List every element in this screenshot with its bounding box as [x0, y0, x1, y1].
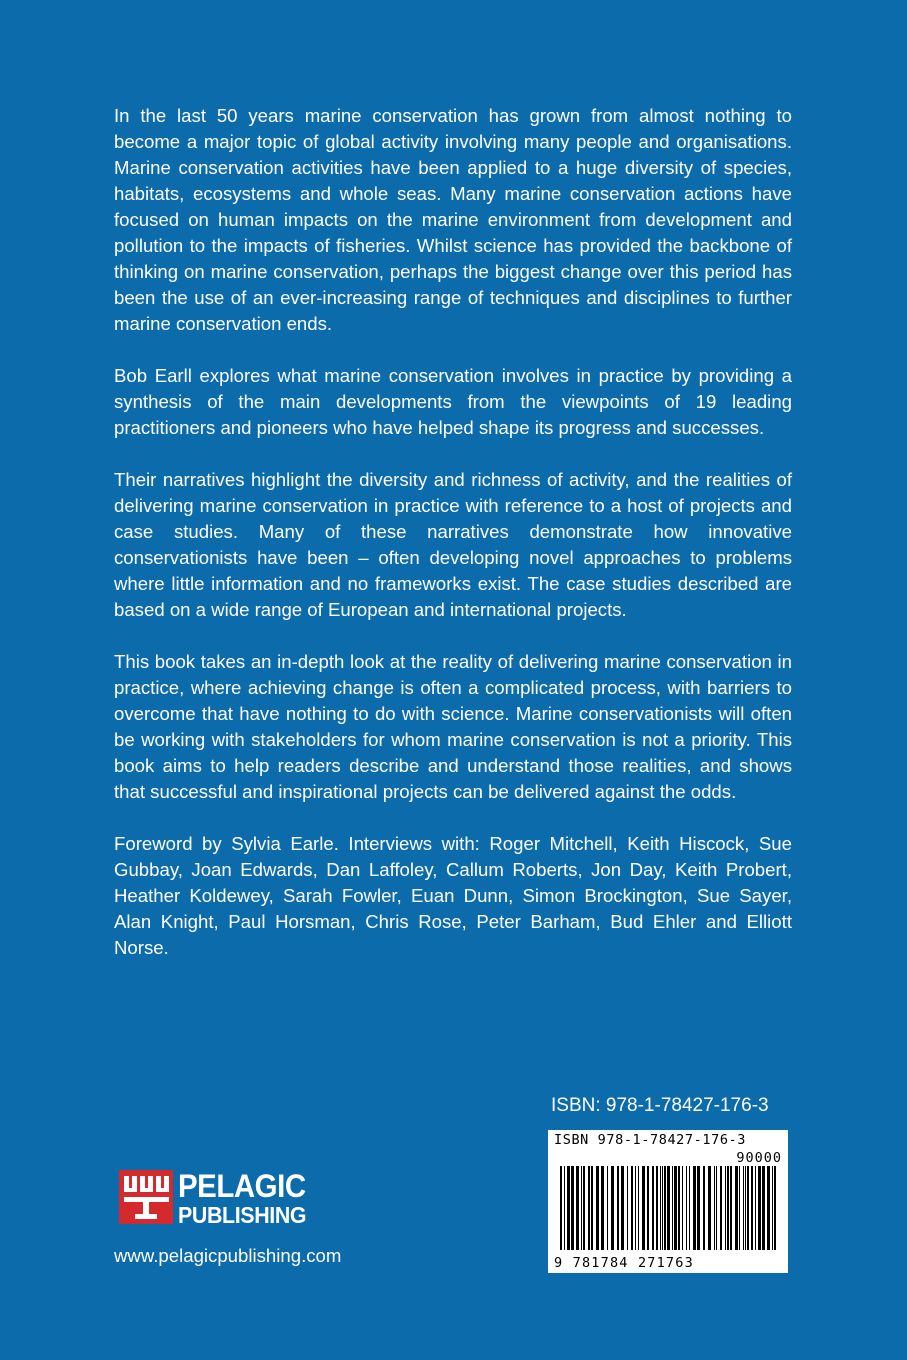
publisher-logo: [119, 1170, 339, 1230]
barcode-isbn-text: ISBN 978-1-78427-176-3: [554, 1132, 747, 1148]
blurb-paragraph-4: This book takes an in-depth look at the reality of delivering marine conservation in practice, where achieving change is often a complicated process, with barriers to overcome that have nothing to do with science. Marine conservationists will often be working with stakeholders for whom marine conservation is not a priority. This book aims to help readers describe and understand those realities, and shows that successful and inspirational projects can be delivered against the odds.: [114, 651, 792, 802]
barcode-bars: [560, 1166, 778, 1250]
blurb-paragraph-3: Their narratives highlight the diversity and richness of activity, and the realities of delivering marine conservation in practice with reference to a host of projects and case studies. Many of these narratives demonstrate how innovative conservationists have been – often developing novel approaches to problems where little information and no frameworks exist. The case studies described are based on a wide range of European and international projects.: [114, 469, 792, 620]
publisher-website[interactable]: www.pelagicpublishing.com: [114, 1245, 342, 1266]
isbn-barcode: [548, 1130, 788, 1273]
publisher-name-line2: PUBLISHING: [178, 1202, 307, 1228]
publisher-name-line1: PELAGIC: [178, 1168, 306, 1204]
isbn-label: ISBN: 978-1-78427-176-3: [551, 1095, 769, 1116]
barcode-digits: 9 781784 271763: [554, 1255, 694, 1271]
back-cover-blurb: [114, 103, 792, 987]
blurb-paragraph-2: Bob Earll explores what marine conservation involves in practice by providing a synthesis of the main developments from the viewpoints of 19 leading practitioners and pioneers who have helped shape its progress and successes.: [114, 365, 792, 438]
pelagic-logo-mark-icon: [119, 1170, 173, 1224]
blurb-paragraph-1: In the last 50 years marine conservation has grown from almost nothing to become a major topic of global activity involving many people and organisations. Marine conservation activities have been applied to a huge diversity of species, habitats, ecosystems and whole seas. Many marine conservation actions have focused on human impacts on the marine environment from development and pollution to the impacts of fisheries. Whilst science has provided the backbone of thinking on marine conservation, perhaps the biggest change over this period has been the use of an ever-increasing range of techniques and disciplines to further marine conservation ends.: [114, 105, 792, 334]
blurb-paragraph-5: Foreword by Sylvia Earle. Interviews with: Roger Mitchell, Keith Hiscock, Sue Gubbay, Joan Edwards, Dan Laffoley, Callum Roberts, Jon Day, Keith Probert, Heather Koldewey, Sarah Fowler, Euan Dunn, Simon Brockington, Sue Sayer, Alan Knight, Paul Horsman, Chris Rose, Peter Barham, Bud Ehler and Elliott Norse.: [114, 833, 792, 958]
barcode-price-code: 90000: [736, 1150, 782, 1166]
